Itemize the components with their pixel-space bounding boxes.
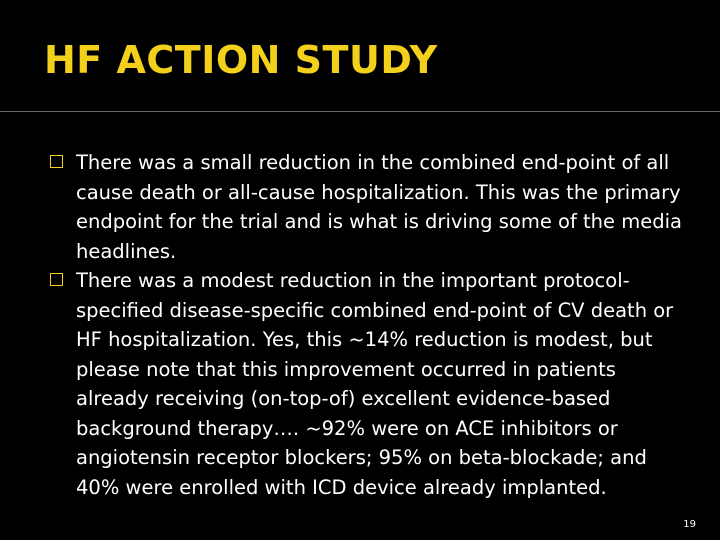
page-number: 19 [683, 519, 696, 530]
slide-content [0, 112, 720, 540]
slide-title: HF ACTION STUDY [44, 38, 438, 82]
bullet-item [48, 266, 688, 502]
bullet-list [48, 148, 688, 502]
bullet-text: There was a small reduction in the combined end-point of all cause death or all-cause hospitalization. This was the primary endpoint for the trial and is what is driving some of the media headlines. [76, 151, 682, 263]
bullet-text: There was a modest reduction in the important protocol-specified disease-specific combined end-point of CV death or HF hospitalization. Yes, this ~14% reduction is modest, but please note that this improvement occurred in patients already receiving (on-top-of) excellent evidence-based background therapy…. ~92% were on ACE inhibitors or angiotensin receptor blockers; 95% on beta-blockade; and 40% were enrolled with ICD device already implanted. [76, 269, 674, 499]
square-bullet-icon [50, 155, 63, 168]
square-bullet-icon [50, 273, 63, 286]
bullet-item [48, 148, 688, 266]
